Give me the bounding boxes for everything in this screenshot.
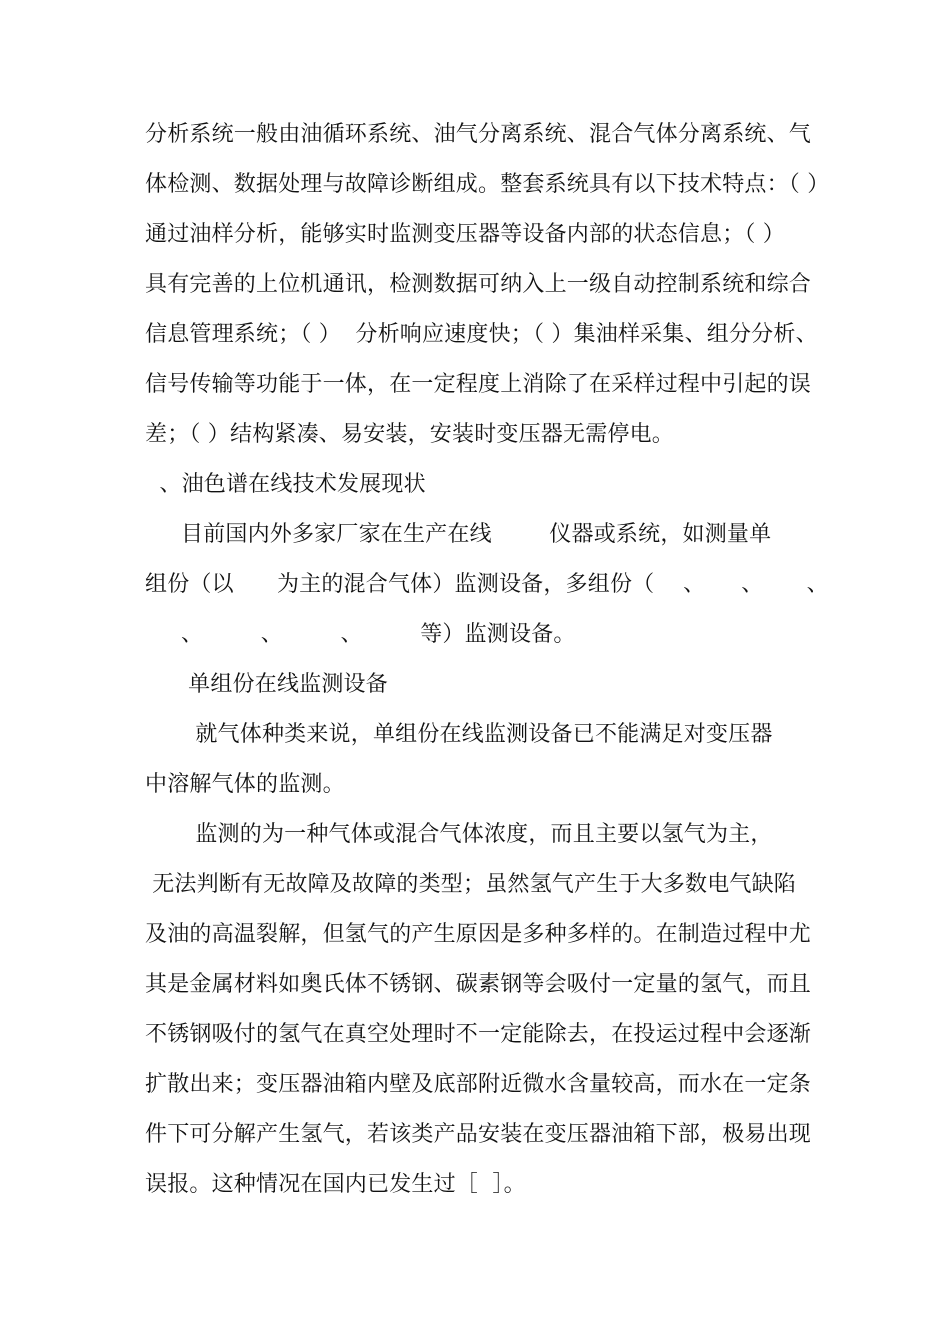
text-line-20: 扩散出来；变压器油箱内壁及底部附近微水含量较高，而水在一定条	[145, 1072, 812, 1097]
subsection-heading: 单组份在线监测设备	[145, 672, 388, 697]
text-line-2: 体检测、数据处理与故障诊断组成。整套系统具有以下技术特点：（ ）	[145, 172, 830, 197]
text-line-7: 差；（ ）结构紧凑、易安装，安装时变压器无需停电。	[145, 422, 674, 447]
text-line-6: 信号传输等功能于一体，在一定程度上消除了在采样过程中引起的误	[145, 372, 812, 397]
text-line-1: 分析系统一般由油循环系统、油气分离系统、混合气体分离系统、气	[145, 122, 812, 147]
text-line-18: 其是金属材料如奥氏体不锈钢、碳素钢等会吸付一定量的氢气，而且	[145, 972, 812, 997]
text-line-13: 就气体种类来说，单组份在线监测设备已不能满足对变压器	[145, 722, 773, 747]
text-line-17: 及油的高温裂解，但氢气的产生原因是多种多样的。在制造过程中尤	[145, 922, 812, 947]
text-line-15: 监测的为一种气体或混合气体浓度，而且主要以氢气为主，	[145, 822, 773, 847]
text-line-16: 无法判断有无故障及故障的类型；虽然氢气产生于大多数电气缺陷	[145, 872, 796, 897]
text-line-9: 目前国内外多家厂家在生产在线 仪器或系统，如测量单	[145, 522, 772, 547]
text-line-14: 中溶解气体的监测。	[145, 772, 345, 797]
text-line-5: 信息管理系统；（ ） 分析响应速度快；（ ）集油样采集、组分分析、	[145, 322, 818, 347]
text-line-4: 具有完善的上位机通讯，检测数据可纳入上一级自动控制系统和综合	[145, 272, 812, 297]
text-line-11: 、 、 、 等）监测设备。	[145, 622, 576, 647]
section-heading: 、油色谱在线技术发展现状	[145, 472, 426, 497]
text-line-22: 误报。这种情况在国内已发生过［ ］。	[145, 1172, 526, 1197]
text-line-10: 组份（以 为主的混合气体）监测设备，多组份（ 、 、 、	[145, 572, 829, 597]
text-line-3: 通过油样分析，能够实时监测变压器等设备内部的状态信息；（ ）	[145, 222, 785, 247]
text-line-21: 件下可分解产生氢气，若该类产品安装在变压器油箱下部，极易出现	[145, 1122, 812, 1147]
text-line-19: 不锈钢吸付的氢气在真空处理时不一定能除去，在投运过程中会逐渐	[145, 1022, 812, 1047]
